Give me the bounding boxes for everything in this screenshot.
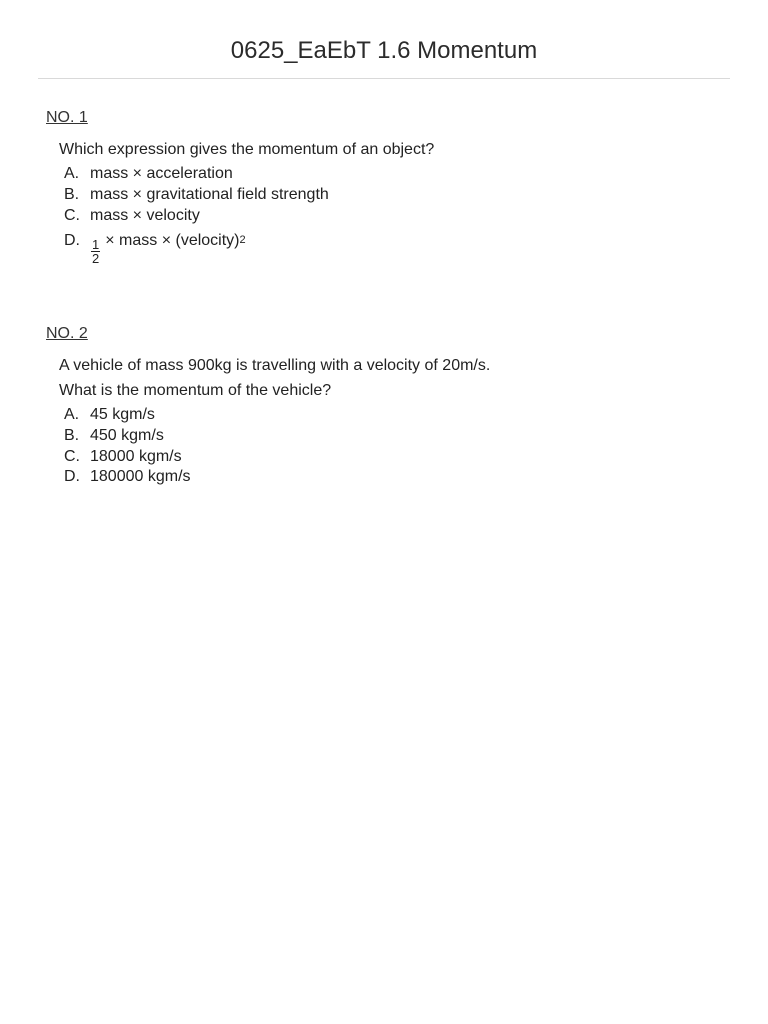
option-d[interactable] <box>64 467 726 488</box>
option-d[interactable]: D. $\frac{1}{2}$ × mass × (velocity) $^2$ <box>64 226 726 261</box>
option-text: 180000 kgm/s <box>90 468 191 486</box>
option-letter: C. <box>64 447 80 465</box>
option-letter: D. <box>64 232 80 250</box>
question-text: What is the momentum of the vehicle? <box>59 382 332 399</box>
option-text: mass × gravitational field strength <box>90 185 329 203</box>
option-a[interactable] <box>64 405 726 426</box>
question-text: A vehicle of mass 900kg is travelling with a velocity of 20m/s. <box>59 357 491 374</box>
option-letter: C. <box>64 206 80 224</box>
option-letter: A. <box>64 406 80 423</box>
option-text: 450 kgm/s <box>90 426 164 444</box>
question-text: Which expression gives the momentum of an object? <box>59 141 435 158</box>
question-stem <box>59 353 726 403</box>
option-b[interactable] <box>64 426 726 447</box>
question-2 <box>46 324 726 488</box>
page-header <box>38 0 730 79</box>
option-c[interactable] <box>64 206 726 227</box>
option-text: mass × velocity <box>90 206 200 224</box>
option-c[interactable] <box>64 447 726 468</box>
option-a[interactable] <box>64 164 726 185</box>
answer-options <box>64 405 726 488</box>
question-1 <box>46 108 726 267</box>
option-text: 18000 kgm/s <box>90 447 182 465</box>
option-text: × mass × (velocity) <box>105 232 240 250</box>
option-text: mass × acceleration <box>90 165 233 182</box>
option-letter: D. <box>64 468 80 486</box>
question-stem <box>59 137 726 162</box>
option-letter: A. <box>64 165 80 182</box>
option-letter: B. <box>64 185 80 203</box>
option-letter: B. <box>64 426 80 444</box>
answer-options <box>64 164 726 267</box>
fraction-denominator: 2 <box>92 251 100 267</box>
question-number: NO. 1 <box>46 109 88 126</box>
question-number: NO. 2 <box>46 325 88 342</box>
option-b[interactable] <box>64 185 726 206</box>
option-text: 45 kgm/s <box>90 406 155 423</box>
fraction-numerator: 1 <box>92 237 100 253</box>
page-title: 0625_EaEbT 1.6 Momentum <box>230 37 538 64</box>
fraction-one-half <box>91 238 100 265</box>
